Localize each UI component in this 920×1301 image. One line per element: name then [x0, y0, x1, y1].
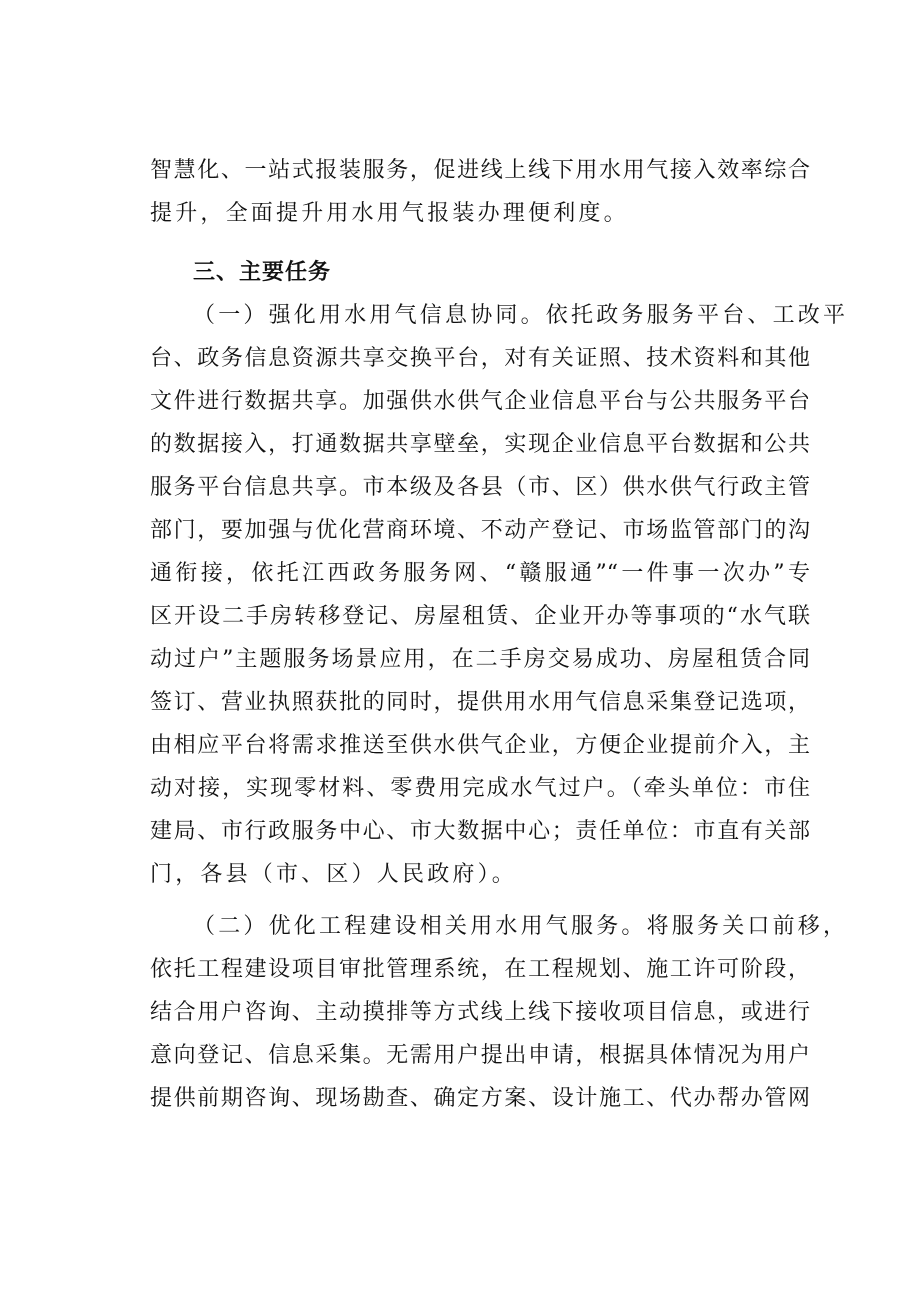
item-two-line-2: 依托工程建设项目审批管理系统，在工程规划、施工许可阶段，	[150, 957, 810, 982]
item-one-line-5: 服务平台信息共享。市本级及各县（市、区）供水供气行政主管	[150, 475, 810, 500]
item-one-line-4: 的数据接入，打通数据共享壁垒，实现企业信息平台数据和公共	[150, 432, 810, 457]
item-one-line-3: 文件进行数据共享。加强供水供气企业信息平台与公共服务平台	[150, 389, 810, 414]
item-one-line-11: 由相应平台将需求推送至供水供气企业，方便企业提前介入，主	[150, 733, 810, 758]
item-one-line-14: 门，各县（市、区）人民政府）。	[150, 862, 518, 887]
item-two-line-5: 提供前期咨询、现场勘查、确定方案、设计施工、代办帮办管网	[150, 1086, 810, 1111]
item-one-line-12: 动对接，实现零材料、零费用完成水气过户。（牵头单位：市住	[150, 776, 810, 801]
item-one-line-2: 台、政务信息资源共享交换平台，对有关证照、技术资料和其他	[150, 346, 810, 371]
item-one-line-7: 通衔接，依托江西政务服务网、“赣服通”“一件事一次办”专	[150, 561, 810, 586]
item-one-line-10: 签订、营业执照获批的同时，提供用水用气信息采集登记选项，	[150, 690, 810, 715]
intro-line-2: 提升，全面提升用水用气报装办理便利度。	[150, 201, 629, 226]
item-one-line-1: （一）强化用水用气信息协同。依托政务服务平台、工改平	[193, 303, 849, 328]
item-one-line-6: 部门，要加强与优化营商环境、不动产登记、市场监管部门的沟	[150, 518, 810, 543]
item-two-line-4: 意向登记、信息采集。无需用户提出申请，根据具体情况为用户	[150, 1043, 810, 1068]
item-one-line-13: 建局、市行政服务中心、市大数据中心；责任单位：市直有关部	[150, 819, 810, 844]
section-heading: 三、主要任务	[193, 260, 332, 285]
item-two-line-1: （二）优化工程建设相关用水用气服务。将服务关口前移，	[193, 914, 849, 939]
intro-line-1: 智慧化、一站式报装服务，促进线上线下用水用气接入效率综合	[150, 158, 810, 183]
item-two-line-3: 结合用户咨询、主动摸排等方式线上线下接收项目信息，或进行	[150, 1000, 810, 1025]
item-one-line-8: 区开设二手房转移登记、房屋租赁、企业开办等事项的“水气联	[150, 604, 810, 629]
item-one-line-9: 动过户”主题服务场景应用，在二手房交易成功、房屋租赁合同	[150, 647, 810, 672]
